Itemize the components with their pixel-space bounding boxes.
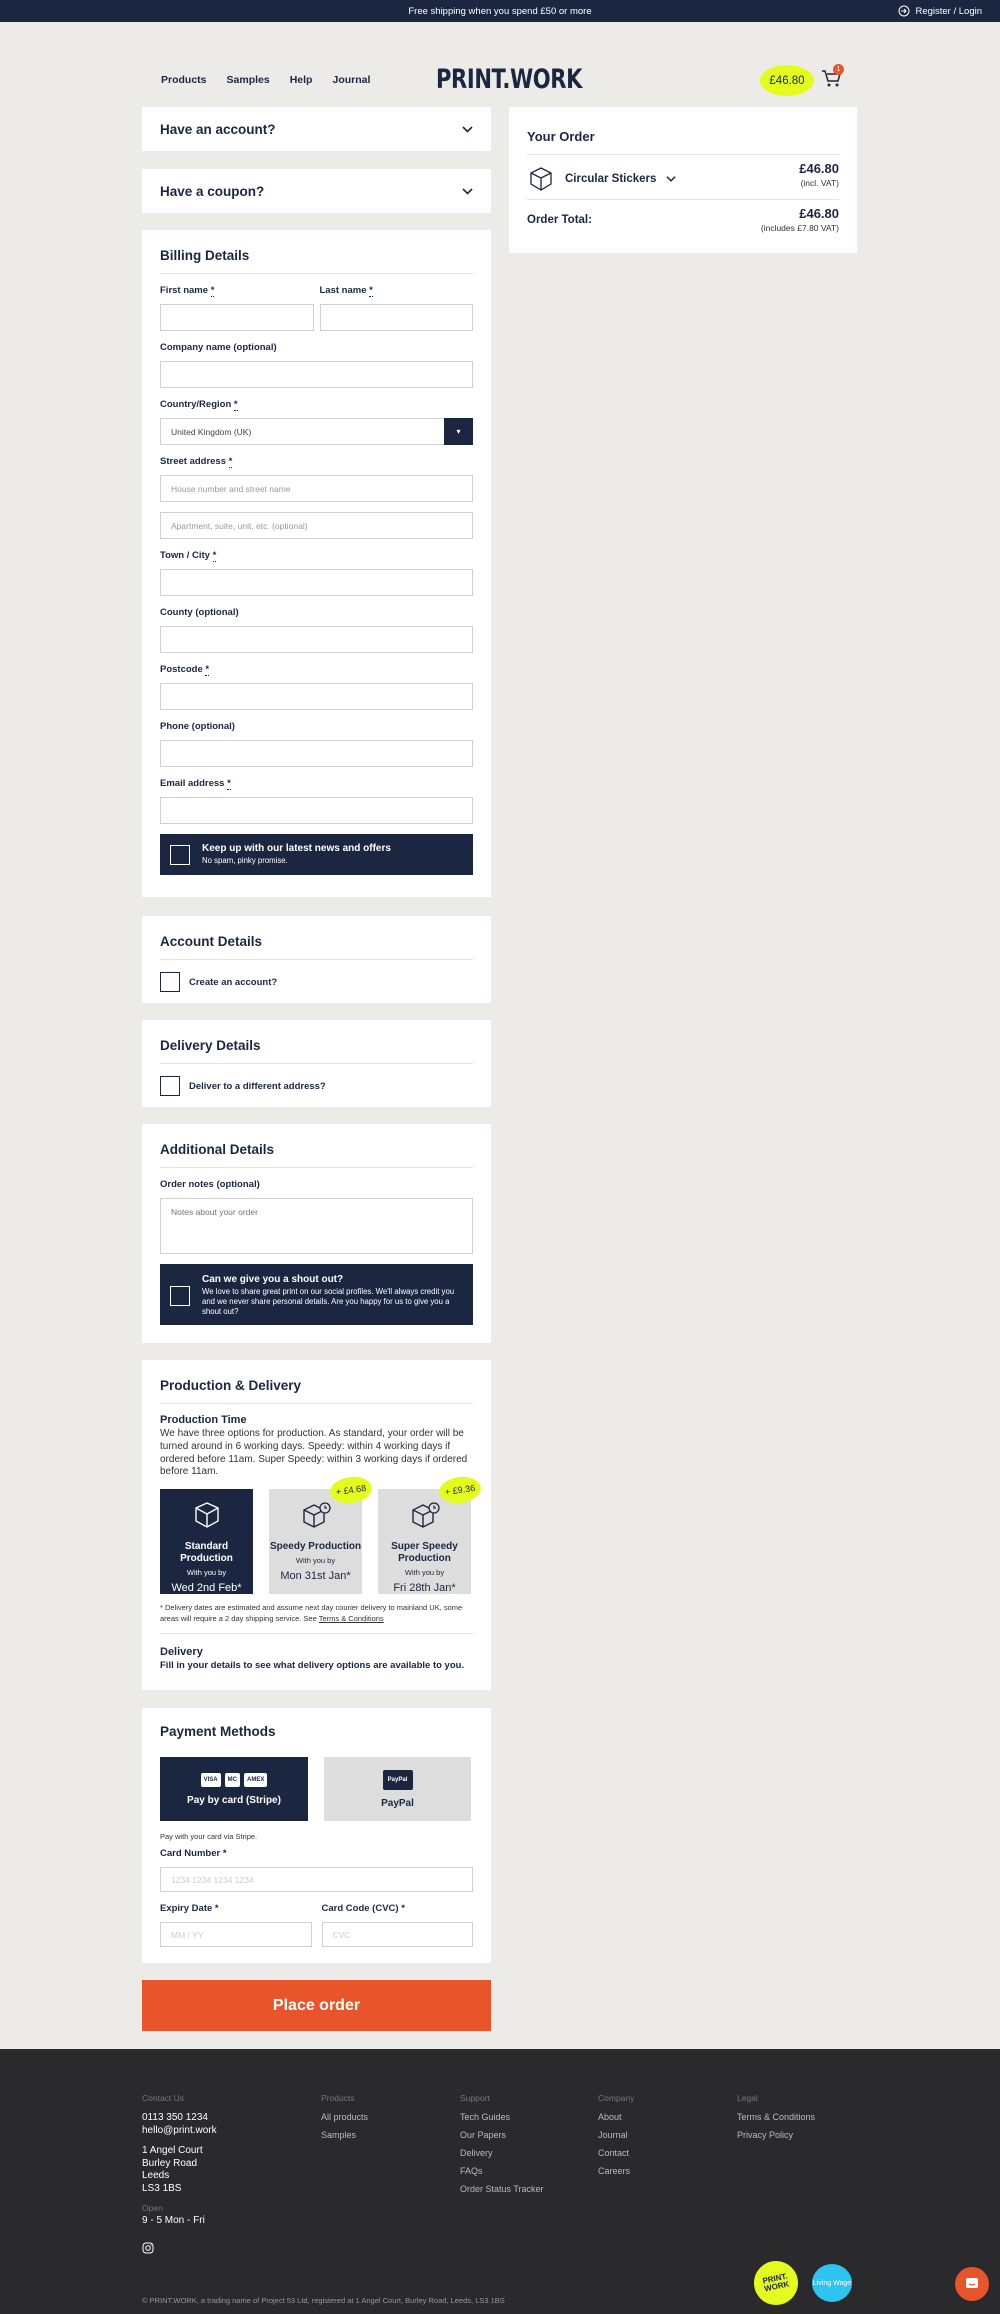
site-logo[interactable]: PRINT.WORK: [436, 64, 583, 95]
different-address-label: Deliver to a different address?: [189, 1080, 326, 1092]
footer-link[interactable]: Careers: [598, 2166, 631, 2176]
nav-products[interactable]: Products: [161, 74, 207, 86]
required-mark: *: [227, 778, 231, 789]
cvc-label: Card Code (CVC) *: [321, 1903, 405, 1914]
footer-address-line: LS3 1BS: [142, 2182, 182, 2194]
county-label: County (optional): [160, 607, 239, 618]
footer-link[interactable]: Our Papers: [460, 2130, 507, 2140]
terms-link[interactable]: Terms & Conditions: [318, 1614, 384, 1624]
footer-link[interactable]: Order Status Tracker: [460, 2184, 544, 2194]
footer-contact-heading: Contact Us: [142, 2093, 185, 2103]
production-option-date: Wed 2nd Feb*: [171, 1582, 242, 1595]
order-summary: [509, 107, 857, 253]
production-time-text: We have three options for production. As standard, your order will be turned around in 6 working days. Speedy: within 4 working days if ordered before 11am. Super Speedy: within 3 working days if ordered before 11am.: [160, 1428, 468, 1478]
different-address-option[interactable]: [160, 1076, 473, 1096]
account-details-card: [142, 916, 491, 1003]
place-order-button[interactable]: Place order: [142, 1980, 491, 2031]
create-account-checkbox[interactable]: [160, 972, 180, 992]
cvc-field[interactable]: CVC: [322, 1922, 474, 1947]
footer-link[interactable]: Privacy Policy: [737, 2130, 794, 2140]
order-item-toggle[interactable]: [527, 165, 676, 193]
have-account-title: Have an account?: [160, 121, 276, 137]
first-name-label-text: First name: [160, 285, 209, 296]
order-item-vat: (incl. VAT): [800, 178, 839, 188]
town-label: [160, 550, 473, 561]
street-field[interactable]: House number and street name: [160, 475, 473, 502]
footer-address-line: 1 Angel Court: [142, 2145, 203, 2156]
required-mark: *: [369, 285, 373, 296]
nav-samples[interactable]: Samples: [226, 74, 270, 86]
email-label-text: Email address: [160, 778, 225, 789]
have-coupon-title: Have a coupon?: [160, 183, 265, 199]
production-option-date: Mon 31st Jan*: [280, 1570, 351, 1583]
visa-icon: VISA: [201, 1773, 221, 1787]
production-option-name: Speedy Production: [269, 1541, 362, 1553]
footer-products-heading: Products: [321, 2093, 355, 2103]
order-total-label: Order Total:: [527, 214, 592, 226]
chevron-down-icon: [462, 186, 473, 197]
footer-link[interactable]: Journal: [598, 2130, 628, 2140]
footer-support-col: [460, 2093, 544, 2202]
required-mark: *: [205, 664, 210, 675]
billing-title: Billing Details: [160, 230, 473, 274]
delivery-estimate-note: [160, 1602, 473, 1625]
amex-icon: AMEX: [244, 1773, 267, 1787]
create-account-label: Create an account?: [189, 976, 278, 988]
expiry-label: Expiry Date *: [160, 1903, 219, 1914]
last-name-field[interactable]: [320, 304, 474, 331]
first-name-label: [160, 285, 314, 296]
footer-company-heading: Company: [598, 2093, 635, 2103]
nav-journal[interactable]: Journal: [332, 74, 371, 86]
newsletter-checkbox[interactable]: [170, 845, 190, 865]
order-total-price: £46.80: [799, 206, 839, 221]
select-arrow-icon[interactable]: ▾: [444, 418, 473, 445]
delivery-text: Fill in your details to see what delivery options are available to you.: [160, 1659, 465, 1671]
order-total-vat: (includes £7.80 VAT): [760, 223, 839, 233]
card-number-field[interactable]: 1234 1234 1234 1234: [160, 1867, 473, 1892]
postcode-field[interactable]: [160, 683, 473, 710]
footer-link[interactable]: About: [598, 2112, 622, 2122]
town-field[interactable]: [160, 569, 473, 596]
footer-link[interactable]: Terms & Conditions: [737, 2112, 816, 2122]
additional-details-title: Additional Details: [160, 1124, 473, 1168]
login-label: Register / Login: [915, 5, 982, 17]
delivery-details-title: Delivery Details: [160, 1020, 473, 1064]
country-label: [160, 399, 473, 410]
country-value: United Kingdom (UK): [171, 426, 252, 437]
order-title: Your Order: [527, 107, 839, 155]
footer-open-hours: 9 - 5 Mon - Fri: [142, 2215, 205, 2226]
order-line-item: [527, 155, 839, 200]
street2-field[interactable]: Apartment, suite, unit, etc. (optional): [160, 512, 473, 539]
instagram-icon[interactable]: [142, 2242, 154, 2254]
footer-legal-heading: Legal: [737, 2093, 758, 2103]
chevron-down-icon: [666, 174, 676, 184]
street-label-text: Street address: [160, 456, 227, 467]
expiry-field[interactable]: MM / YY: [160, 1922, 312, 1947]
box-icon: [527, 165, 555, 193]
pay-by-card-label: Pay by card (Stripe): [187, 1794, 281, 1806]
divider: [160, 1633, 473, 1634]
create-account-option[interactable]: [160, 972, 473, 992]
production-option-with: With you by: [186, 1568, 227, 1578]
register-login-link[interactable]: [898, 0, 982, 22]
cart-count-badge: 1: [833, 64, 844, 75]
mastercard-icon: MC: [225, 1773, 240, 1787]
footer-email[interactable]: hello@print.work: [142, 2124, 217, 2136]
newsletter-title: Keep up with our latest news and offers: [202, 842, 391, 854]
order-notes-textarea[interactable]: [160, 1198, 473, 1254]
footer-link[interactable]: Contact: [598, 2148, 630, 2158]
postcode-label-text: Postcode: [160, 664, 203, 675]
have-account-accordion[interactable]: [142, 107, 491, 151]
street-label: [160, 456, 473, 467]
production-option-with: With you by: [404, 1568, 445, 1578]
production-time-title: Production Time: [160, 1414, 247, 1426]
site-footer: [0, 2049, 1000, 2314]
shout-out-subtitle: We love to share great print on our social profiles. We'll always credit you and we never share personal details. Are you happy for us to give you a shout out?: [202, 1287, 455, 1317]
footer-legal-col: [737, 2093, 815, 2148]
order-notes-label: Order notes (optional): [160, 1179, 260, 1190]
production-option-standard[interactable]: [160, 1489, 253, 1594]
paypal-option[interactable]: [324, 1757, 471, 1821]
account-details-title: Account Details: [160, 916, 473, 960]
last-name-label: [320, 285, 474, 296]
footer-link[interactable]: Tech Guides: [460, 2112, 511, 2122]
email-label: [160, 778, 473, 789]
site-header: [0, 22, 1000, 117]
company-field[interactable]: [160, 361, 473, 388]
phone-field[interactable]: [160, 740, 473, 767]
copyright-text: © PRINT.WORK, a trading name of Project 53 Ltd, registered at 1 Angel Court, Burley Road, Leeds, LS3 1BS: [142, 2296, 505, 2305]
print-work-badge: PRINT. WORK: [750, 2257, 802, 2309]
production-title: Production & Delivery: [160, 1360, 473, 1404]
payment-title: Payment Methods: [160, 1724, 276, 1739]
payment-methods-card: [142, 1708, 491, 1963]
living-wage-badge: Living Wage: [812, 2264, 852, 2302]
box-clock-icon: [409, 1500, 441, 1532]
price-extra-badge: + £4.68: [328, 1474, 373, 1506]
box-icon: [191, 1500, 223, 1532]
box-clock-icon: [300, 1500, 332, 1532]
footer-open-heading: Open: [142, 2203, 163, 2213]
country-label-text: Country/Region: [160, 399, 232, 410]
announcement-text: Free shipping when you spend £50 or more: [408, 5, 592, 17]
production-option-name: Super Speedy Production: [391, 1541, 458, 1565]
production-options: [160, 1483, 476, 1595]
production-option-super-speedy[interactable]: [378, 1483, 476, 1595]
paypal-label: PayPal: [381, 1797, 414, 1809]
chevron-down-icon: [462, 124, 473, 135]
footer-company-col: [598, 2093, 634, 2184]
production-option-date: Fri 28th Jan*: [393, 1582, 456, 1595]
postcode-label: [160, 664, 473, 675]
order-item-price: £46.80: [799, 161, 839, 176]
production-option-with: With you by: [295, 1556, 336, 1566]
main-nav: [161, 74, 370, 86]
delivery-title: Delivery: [160, 1645, 203, 1658]
chat-icon: [964, 2276, 980, 2292]
announcement-bar: [0, 0, 1000, 22]
country-select[interactable]: [160, 418, 473, 445]
first-name-field[interactable]: [160, 304, 314, 331]
footer-link[interactable]: Delivery: [460, 2148, 493, 2158]
footer-address-line: Leeds: [142, 2170, 170, 2181]
delivery-estimate-text: * Delivery dates are estimated and assume next day courier delivery to mainland UK, some areas will require a 2 day shipping service. See: [160, 1603, 463, 1624]
footer-support-heading: Support: [460, 2093, 490, 2103]
footer-phone[interactable]: 0113 350 1234: [142, 2112, 208, 2123]
newsletter-subtitle: No spam, pinky promise.: [202, 855, 288, 865]
payment-options: [160, 1757, 473, 1821]
county-field[interactable]: [160, 626, 473, 653]
have-coupon-accordion[interactable]: [142, 169, 491, 213]
price-extra-badge: + £9.36: [437, 1474, 482, 1506]
order-total-row: [527, 200, 839, 233]
footer-products-col: [321, 2093, 368, 2148]
order-item-name: Circular Stickers: [565, 173, 657, 185]
footer-link[interactable]: All products: [321, 2112, 369, 2122]
phone-label: Phone (optional): [160, 721, 235, 732]
different-address-checkbox[interactable]: [160, 1076, 180, 1096]
login-icon: [898, 5, 910, 17]
newsletter-optin[interactable]: [160, 834, 473, 875]
footer-link[interactable]: FAQs: [460, 2166, 483, 2176]
production-option-name: Standard Production: [180, 1541, 233, 1565]
production-delivery-card: [142, 1360, 491, 1690]
card-number-label: Card Number *: [160, 1848, 227, 1859]
shout-out-checkbox[interactable]: [170, 1286, 190, 1306]
footer-contact-col: [142, 2093, 217, 2256]
footer-address-line: Burley Road: [142, 2157, 198, 2169]
billing-details-card: [142, 230, 491, 897]
nav-help[interactable]: Help: [289, 74, 313, 86]
footer-link[interactable]: Samples: [321, 2130, 357, 2140]
shout-out-optin[interactable]: [160, 1264, 473, 1325]
additional-details-card: [142, 1124, 491, 1343]
required-mark: *: [212, 550, 217, 561]
paypal-icon: PayPal: [383, 1770, 413, 1790]
last-name-label-text: Last name: [319, 285, 367, 296]
chat-launcher-button[interactable]: [955, 2267, 989, 2301]
required-mark: *: [228, 456, 233, 467]
email-field[interactable]: [160, 797, 473, 824]
cart-total-badge[interactable]: £46.80: [760, 65, 814, 96]
shout-out-title: Can we give you a shout out?: [202, 1274, 344, 1285]
required-mark: *: [210, 285, 215, 296]
required-mark: *: [233, 399, 238, 410]
delivery-details-card: [142, 1020, 491, 1107]
pay-by-card-option[interactable]: [160, 1757, 308, 1821]
company-label: Company name (optional): [160, 342, 277, 353]
card-brand-icons: [201, 1773, 268, 1787]
town-label-text: Town / City: [160, 550, 210, 561]
pay-with-note: Pay with your card via Stripe.: [160, 1832, 258, 1841]
production-option-speedy[interactable]: [269, 1483, 367, 1594]
